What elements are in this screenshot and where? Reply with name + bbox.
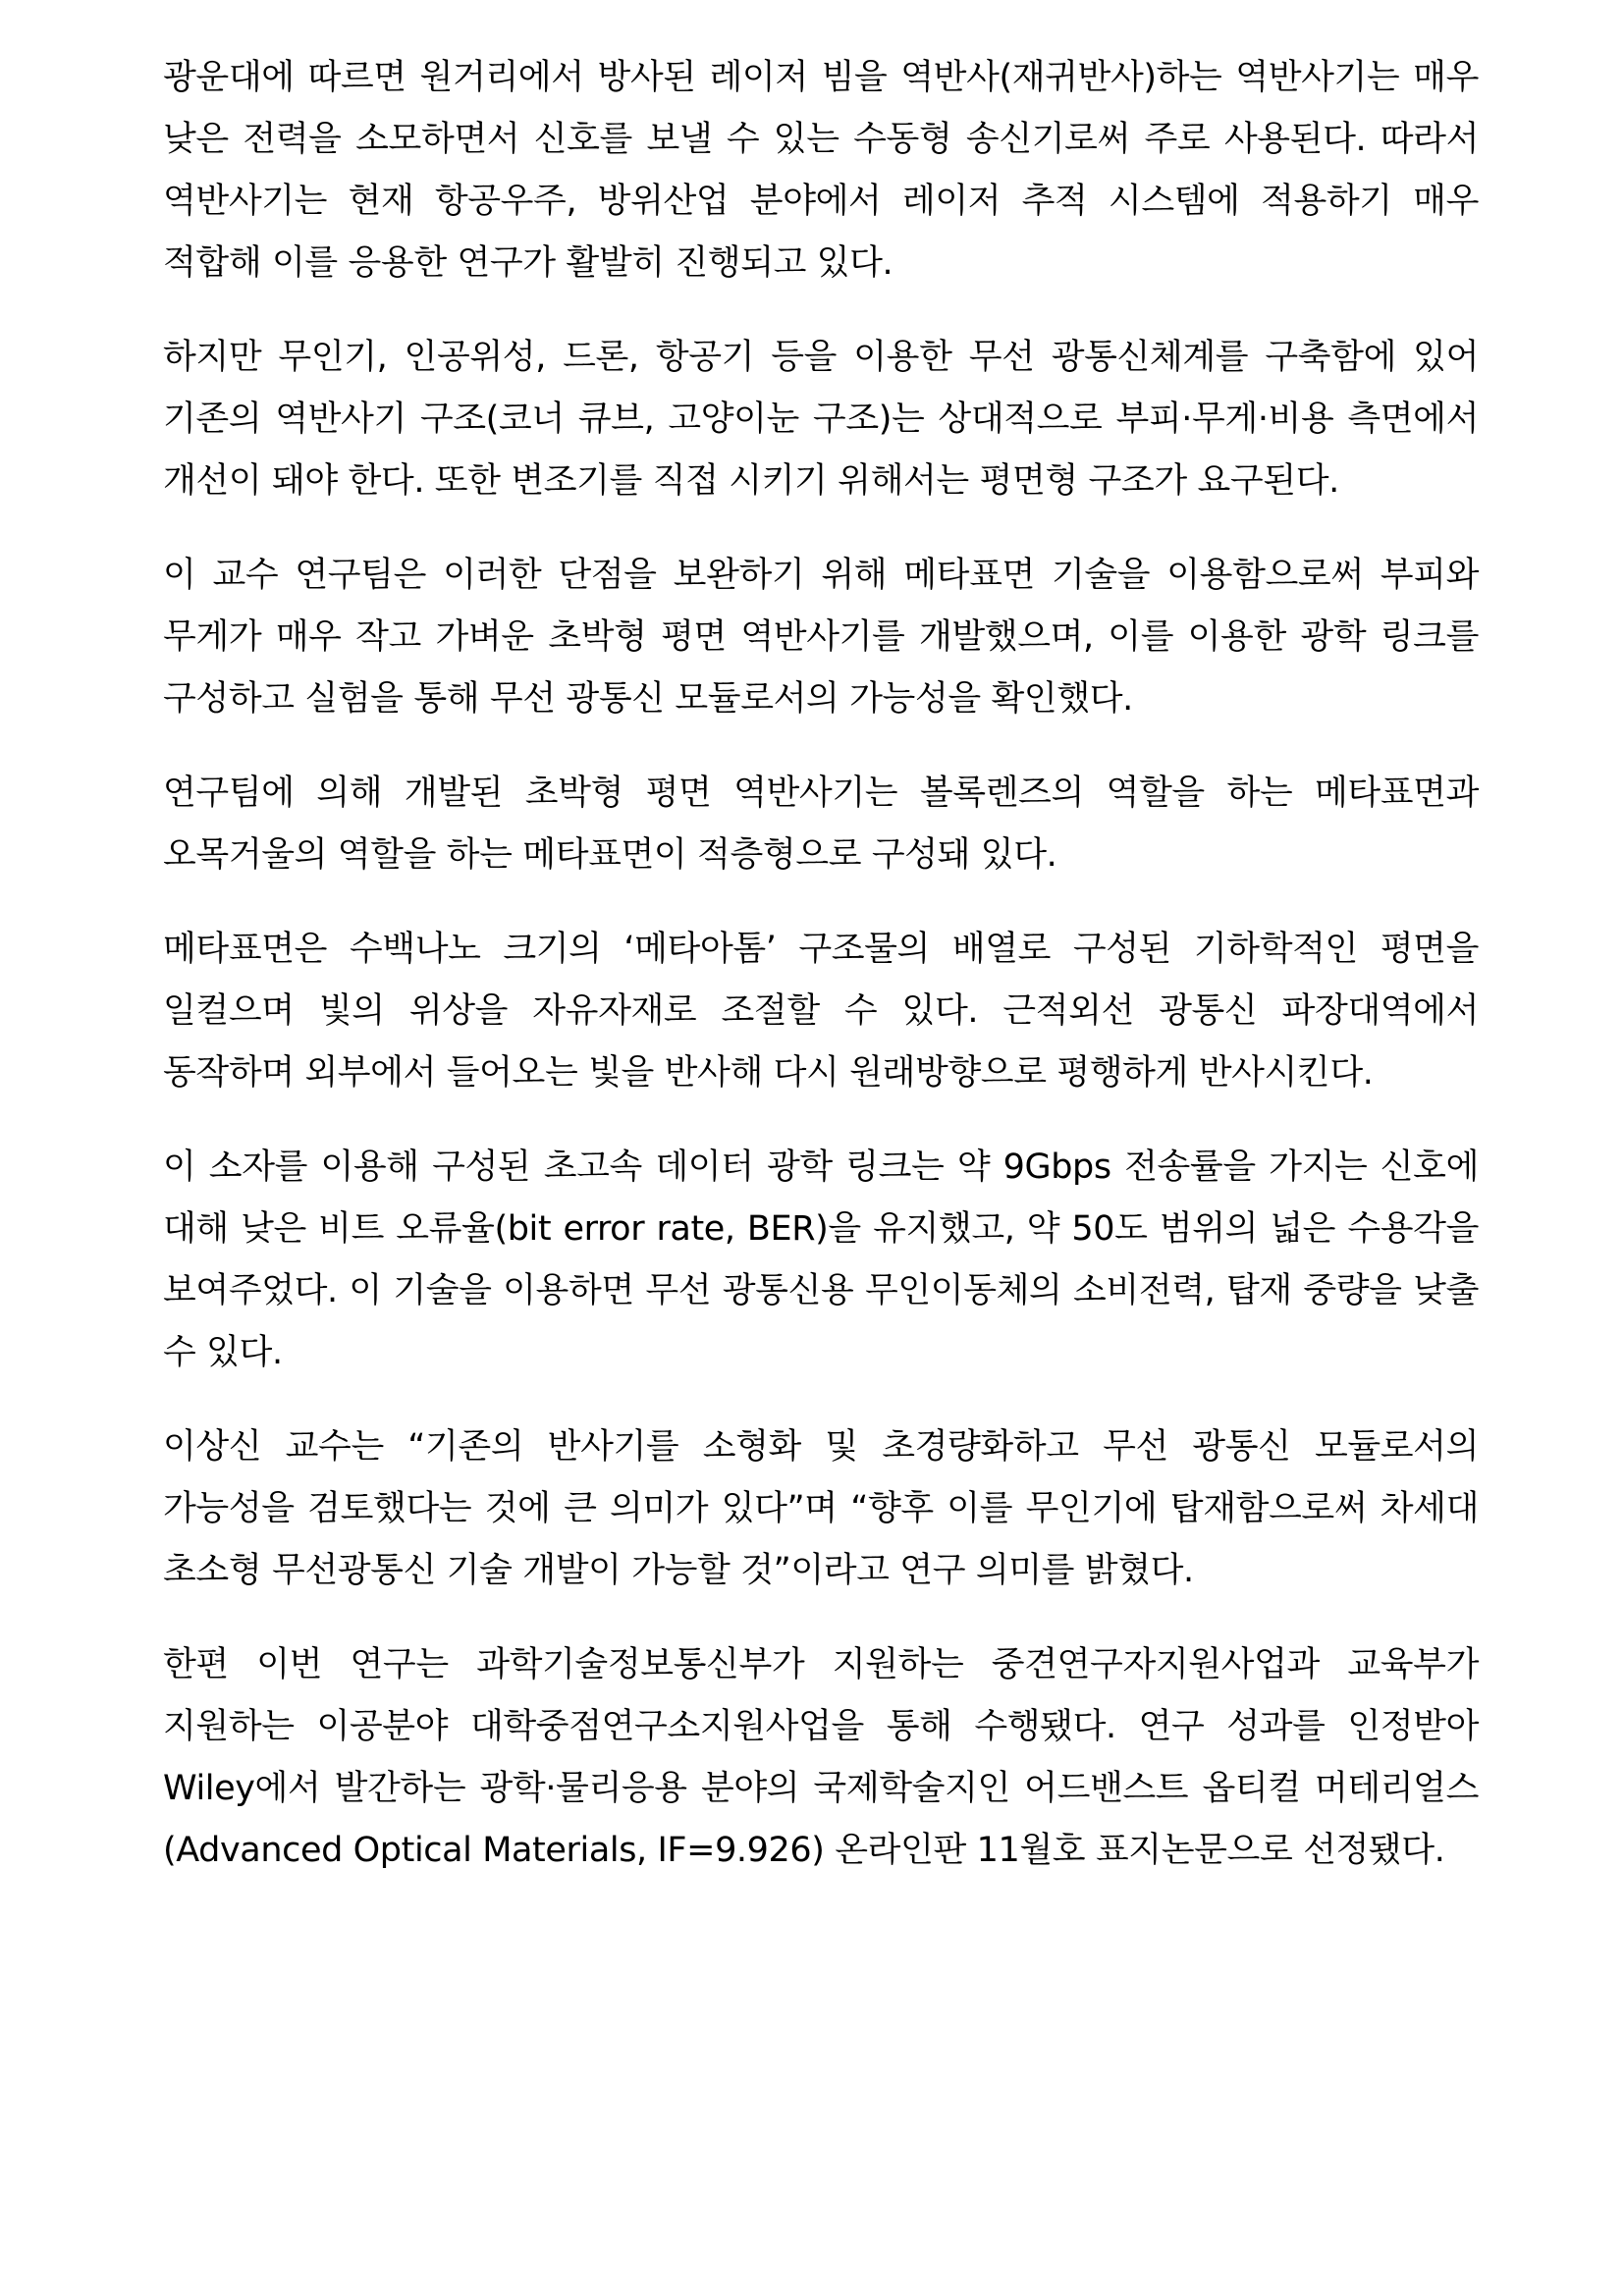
paragraph-funding-publication: 한편 이번 연구는 과학기술정보통신부가 지원하는 중견연구자지원사업과 교육부가 지원하는 이공분야 대학중점연구소지원사업을 통해 수행됐다. 연구 성과를 인정받아 Wiley에서 발간하는 광학·물리응용 분야의 국제학술지인 어드밴스트 옵티컬 머테리얼스(Advanced Optical Materials, IF=9.926) 온라인판 11월호 표지논문으로 선정됐다.: [163, 1645, 1479, 1870]
paragraph-retroreflector-intro: 광운대에 따르면 원거리에서 방사된 레이저 빔을 역반사(재귀반사)하는 역반사기는 매우 낮은 전력을 소모하면서 신호를 보낼 수 있는 수동형 송신기로써 주로 사용된다. 따라서 역반사기는 현재 항공우주, 방위산업 분야에서 레이저 추적 시스템에 적용하기 매우 적합해 이를 응용한 연구가 활발히 진행되고 있다.: [163, 58, 1479, 283]
paragraph-optical-link-performance: 이 소자를 이용해 구성된 초고속 데이터 광학 링크는 약 9Gbps 전송률을 가지는 신호에 대해 낮은 비트 오류율(bit error rate, BER)을 유지했고, 약 50도 범위의 넓은 수용각을 보여주었다. 이 기술을 이용하면 무선 광통신용 무인이동체의 소비전력, 탑재 중량을 낮출 수 있다.: [163, 1148, 1479, 1372]
paragraph-device-structure: 연구팀에 의해 개발된 초박형 평면 역반사기는 볼록렌즈의 역할을 하는 메타표면과 오목거울의 역할을 하는 메타표면이 적층형으로 구성돼 있다.: [163, 774, 1479, 875]
article-body: [163, 47, 1479, 1882]
paragraph-professor-quote: 이상신 교수는 “기존의 반사기를 소형화 및 초경량화하고 무선 광통신 모듈로서의 가능성을 검토했다는 것에 큰 의미가 있다”며 “향후 이를 무인기에 탑재함으로써 차세대 초소형 무선광통신 기술 개발이 가능할 것”이라고 연구 의미를 밝혔다.: [163, 1427, 1479, 1590]
paragraph-metasurface-definition: 메타표면은 수백나노 크기의 ‘메타아톰’ 구조물의 배열로 구성된 기하학적인 평면을 일컬으며 빛의 위상을 자유자재로 조절할 수 있다. 근적외선 광통신 파장대역에서 동작하며 외부에서 들어오는 빛을 반사해 다시 원래방향으로 평행하게 반사시킨다.: [163, 930, 1479, 1093]
paragraph-research-result: 이 교수 연구팀은 이러한 단점을 보완하기 위해 메타표면 기술을 이용함으로써 부피와 무게가 매우 작고 가벼운 초박형 평면 역반사기를 개발했으며, 이를 이용한 광학 링크를 구성하고 실험을 통해 무선 광통신 모듈로서의 가능성을 확인했다.: [163, 556, 1479, 719]
paragraph-existing-limitations: 하지만 무인기, 인공위성, 드론, 항공기 등을 이용한 무선 광통신체계를 구축함에 있어 기존의 역반사기 구조(코너 큐브, 고양이눈 구조)는 상대적으로 부피·무게·비용 측면에서 개선이 돼야 한다. 또한 변조기를 직접 시키기 위해서는 평면형 구조가 요구된다.: [163, 338, 1479, 501]
